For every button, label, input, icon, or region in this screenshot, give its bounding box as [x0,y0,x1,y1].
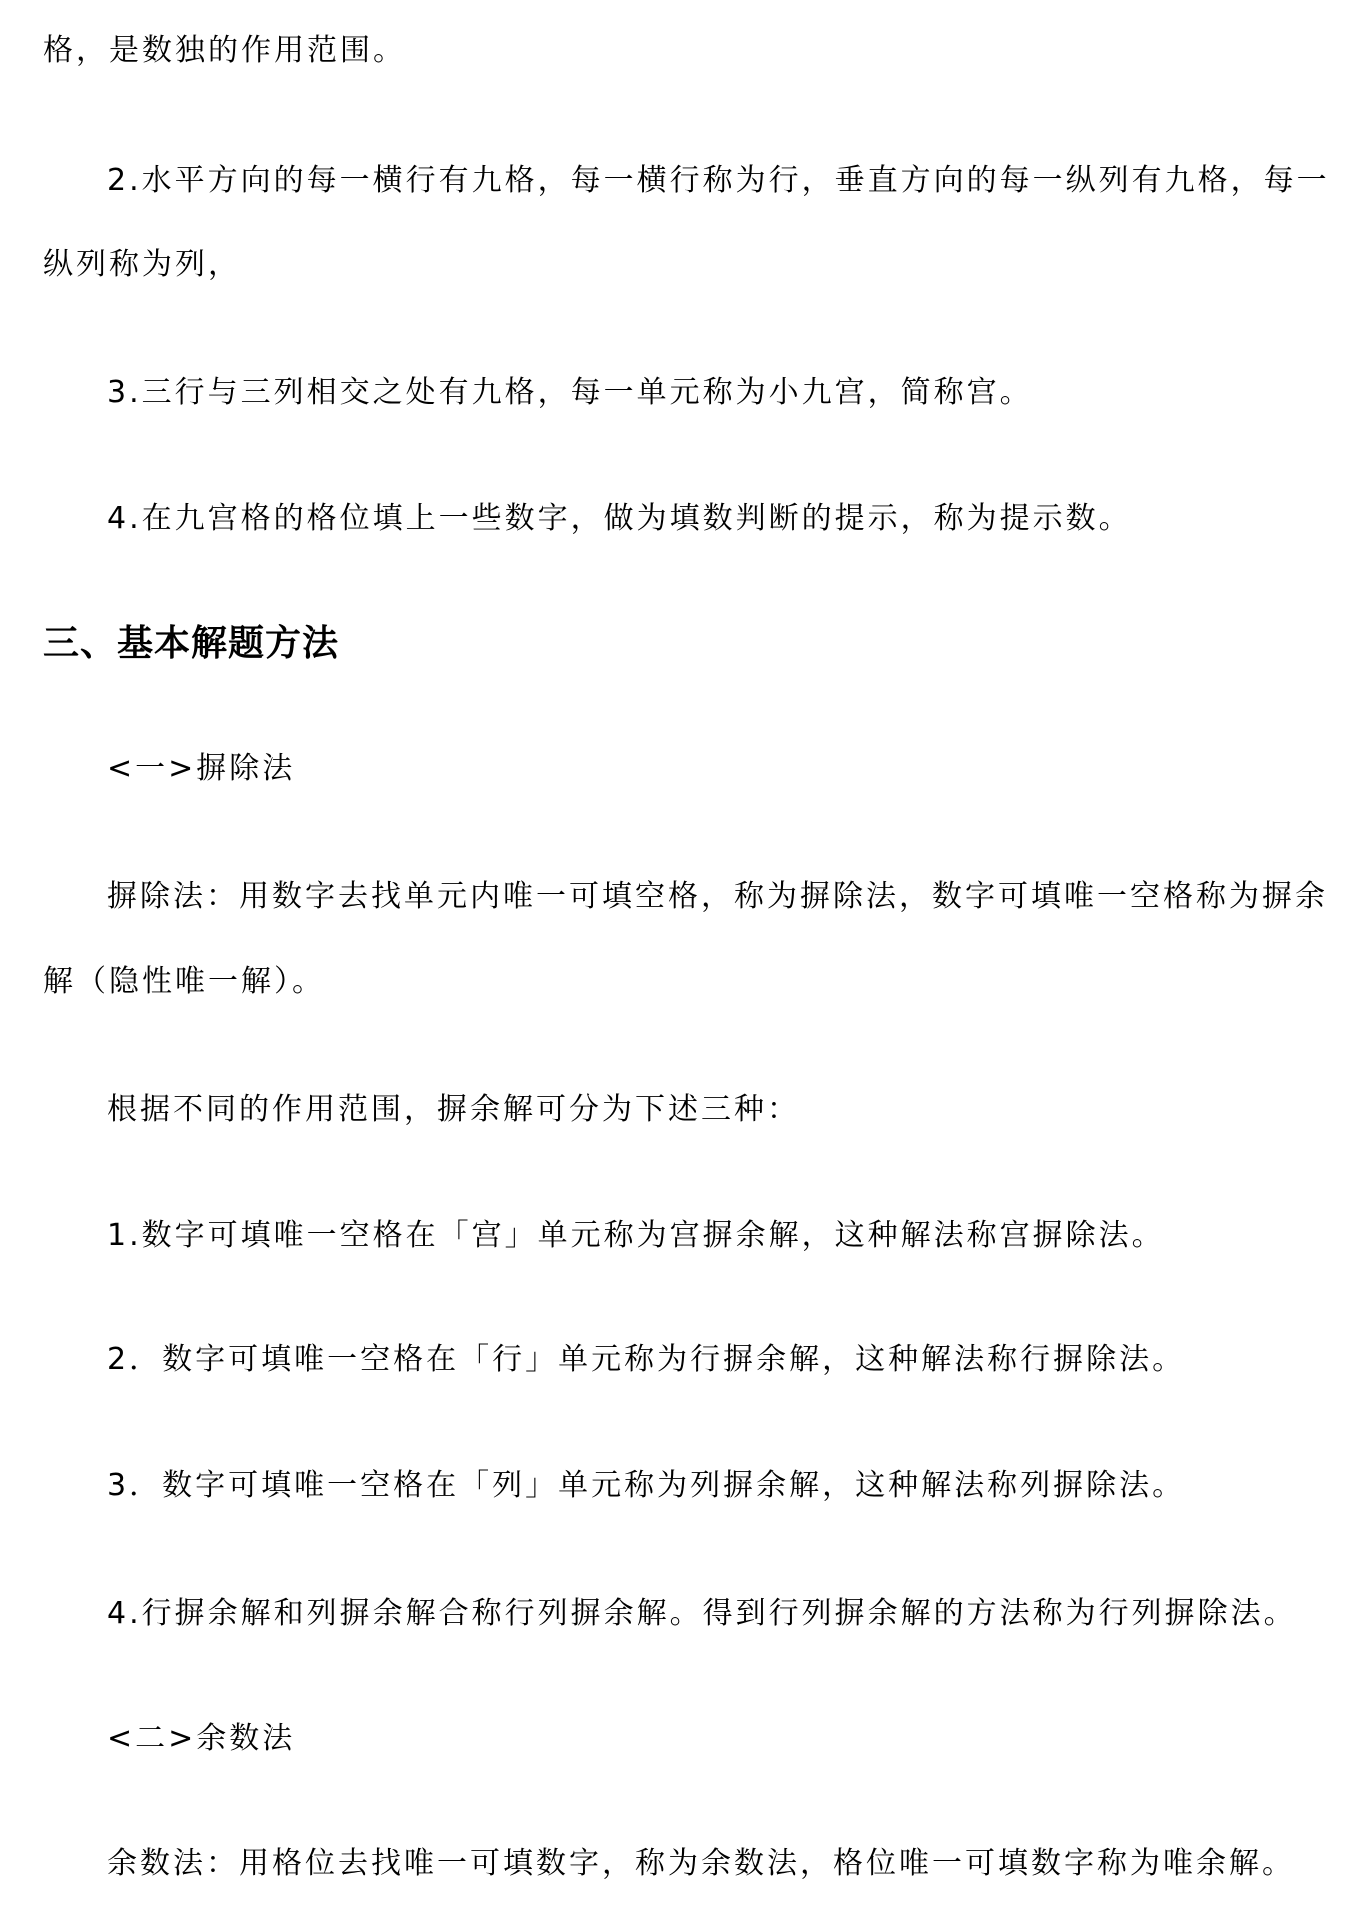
subsection-1-definition-line-2: 解（隐性唯一解）。 [43,964,325,999]
subsection-2-title: <二>余数法 [107,1721,296,1756]
definition-4: 4.在九宫格的格位填上一些数字，做为填数判断的提示，称为提示数。 [107,501,1132,536]
definition-3: 3.三行与三列相交之处有九格，每一单元称为小九宫，简称宫。 [107,375,1033,410]
subsection-1-definition-line-1: 摒除法：用数字去找单元内唯一可填空格，称为摒除法，数字可填唯一空格称为摒余 [107,879,1328,914]
list-item: 1.数字可填唯一空格在「宫」单元称为宫摒余解，这种解法称宫摒除法。 [107,1218,1165,1253]
list-item: 4.行摒余解和列摒余解合称行列摒余解。得到行列摒余解的方法称为行列摒除法。 [107,1596,1297,1631]
subsection-1-intro: 根据不同的作用范围，摒余解可分为下述三种： [107,1092,800,1127]
definition-2-line-2: 纵列称为列， [43,247,241,282]
definition-2-line-1: 2.水平方向的每一横行有九格，每一横行称为行，垂直方向的每一纵列有九格，每一 [107,163,1330,198]
subsection-2-definition: 余数法：用格位去找唯一可填数字，称为余数法，格位唯一可填数字称为唯余解。 [107,1846,1295,1881]
section-heading: 三、基本解题方法 [43,623,340,664]
continuation-text: 格，是数独的作用范围。 [43,33,406,68]
list-item: 3．数字可填唯一空格在「列」单元称为列摒余解，这种解法称列摒除法。 [107,1468,1186,1503]
subsection-1-title: <一>摒除法 [107,751,296,786]
list-item: 2．数字可填唯一空格在「行」单元称为行摒余解，这种解法称行摒除法。 [107,1342,1186,1377]
